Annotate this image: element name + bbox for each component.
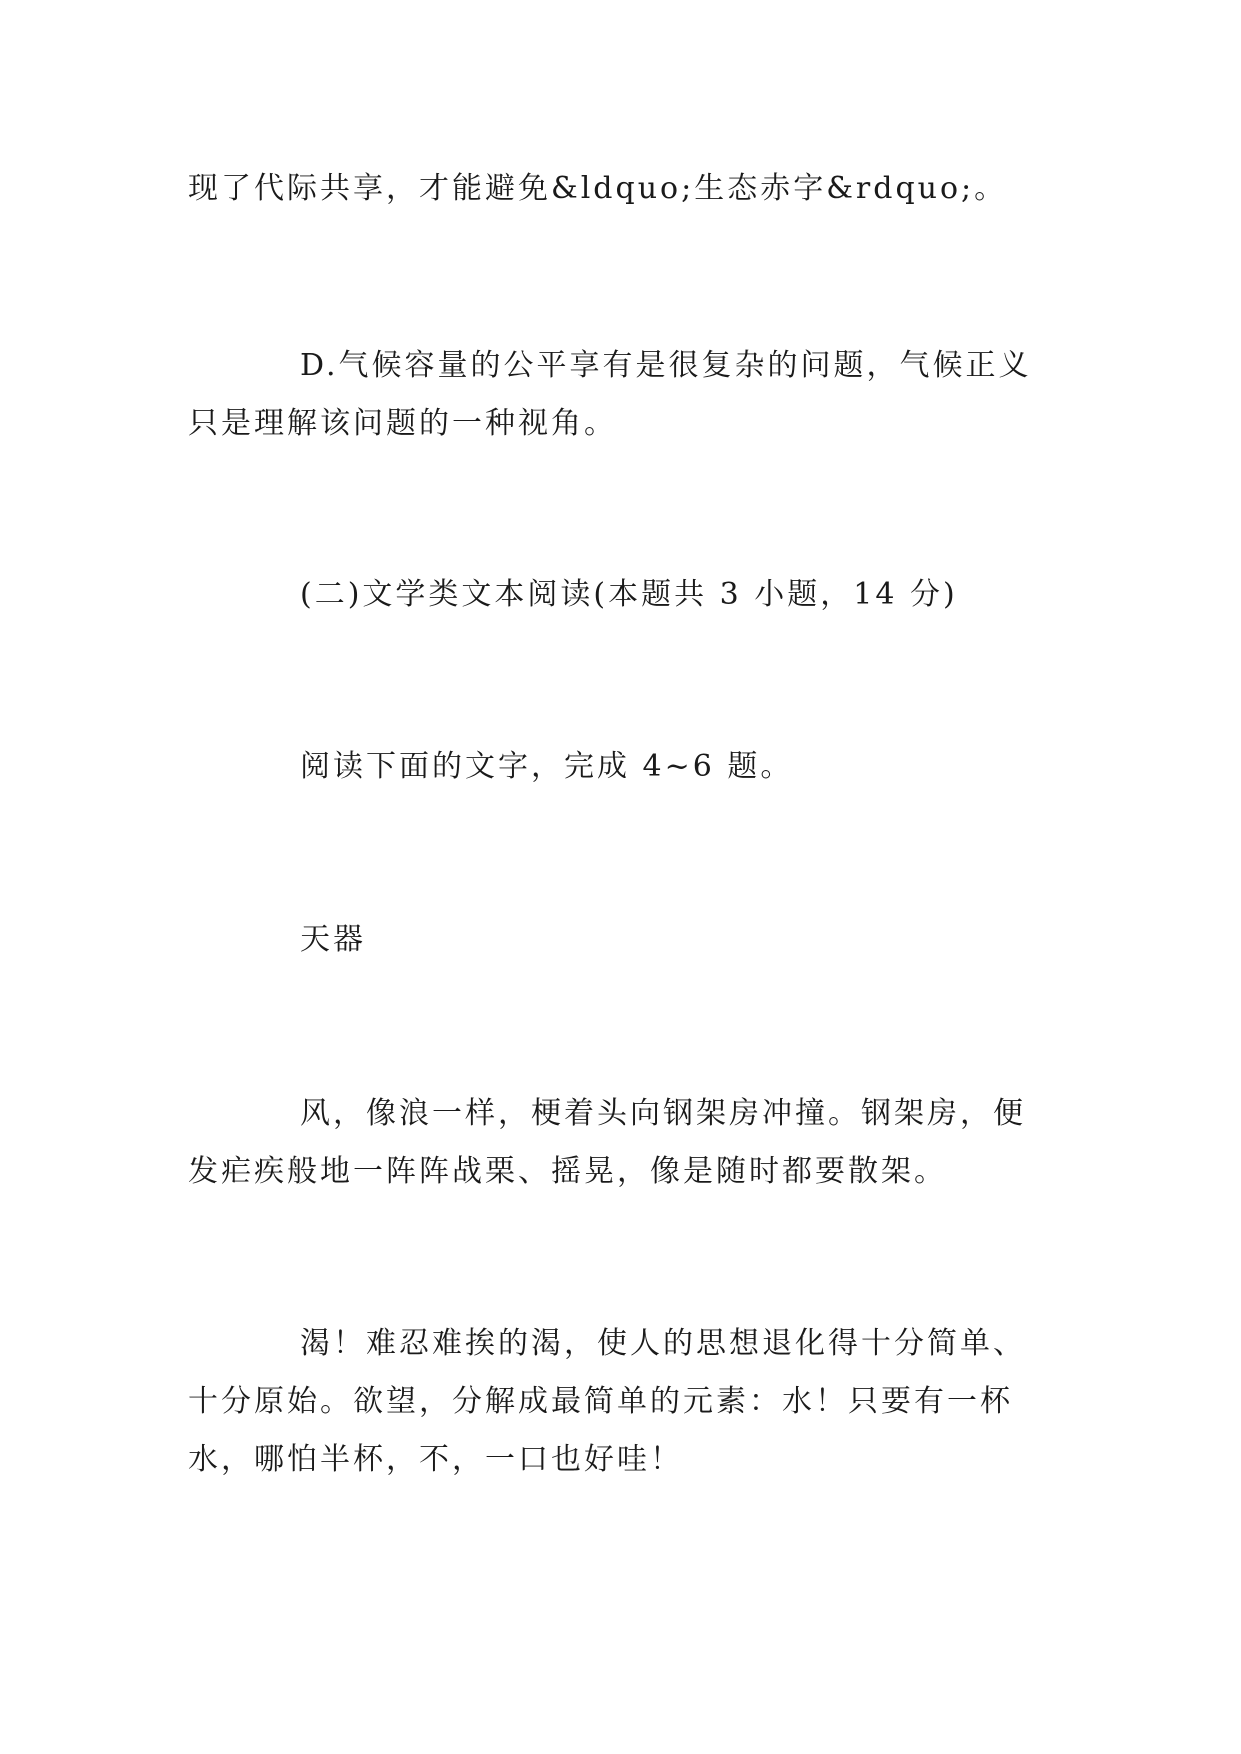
section-heading: (二)文学类文本阅读(本题共 3 小题，14 分) [300, 577, 958, 612]
paragraph-continuation: 现了代际共享，才能避免&ldquo;生态赤字&rdquo;。 [188, 171, 1008, 206]
option-d-paragraph: D.气候容量的公平享有是很复杂的问题，气候正义只是理解该问题的一种视角。 [188, 348, 1032, 441]
story-title: 天器 [300, 922, 366, 957]
reading-instruction: 阅读下面的文字，完成 4~6 题。 [300, 749, 794, 784]
story-paragraph: 风，像浪一样，梗着头向钢架房冲撞。钢架房，便发疟疾般地一阵阵战栗、摇晃，像是随时都要散架。 [188, 1096, 1026, 1189]
story-paragraph: 渴！难忍难挨的渴，使人的思想退化得十分简单、十分原始。欲望，分解成最简单的元素：水！只要有一杯水，哪怕半杯，不，一口也好哇！ [188, 1326, 1026, 1477]
